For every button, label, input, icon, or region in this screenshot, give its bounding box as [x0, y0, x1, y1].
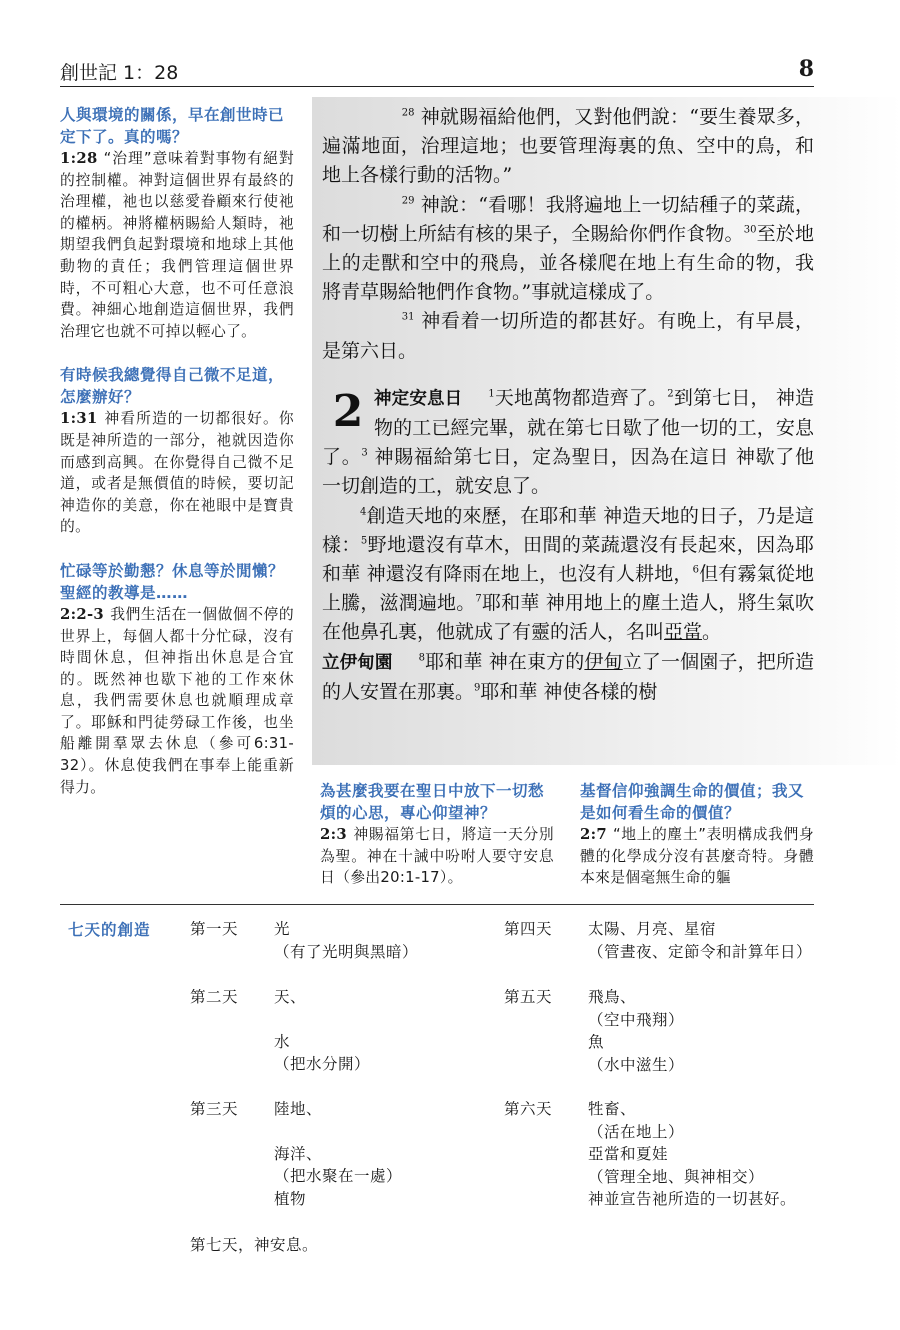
verse-number: 28: [401, 107, 415, 119]
section-divider: [60, 904, 814, 905]
day-label: 第一天: [190, 920, 239, 938]
left-notes-column: [60, 104, 294, 820]
note-text: “治理”意味着對事物有絕對的控制權。神對這個世界有最終的治理權，祂也以慈愛眷顧來行使祂的權柄。神將權柄賜給人類時，祂期望我們負起對環境和地球上其他動物的責任；我們管理這個世界時，不可粗心大意，也不可任意浪費。神細心地創造這個世界，我們治理它也就不可掉以輕心了。: [60, 150, 294, 340]
scripture-text: [322, 103, 814, 707]
verse-text: 立了一個園子，把所造的人安置在那裏。: [322, 650, 814, 703]
day-item-spacer: [274, 1121, 402, 1143]
day-item: （把水聚在一處）: [274, 1167, 403, 1185]
note-title: 為甚麼我要在聖日中放下一切愁煩的心思，專心仰望神？: [320, 782, 545, 822]
verse-paragraph: [322, 103, 814, 191]
section-heading: 神定安息日: [374, 388, 463, 409]
verse-text: 神賜福給第七日，定為聖日，因為在這日 神歇了他一切創造的工，就安息了。: [322, 446, 814, 498]
day-label: 第五天: [504, 988, 553, 1006]
study-note: [60, 364, 294, 538]
verse-text: 野地還沒有草木，田間的菜蔬還沒有長起來，因為耶和華 神還沒有降雨在地上，也沒有人耕地，: [322, 533, 814, 586]
verse-number: 7: [475, 593, 482, 605]
day-item: 太陽、月亮、星宿: [588, 920, 717, 938]
verse-text: 。: [702, 621, 722, 644]
day-item: 亞當和夏娃: [588, 1145, 669, 1163]
day-items: [588, 1098, 796, 1211]
verse-text: 神說：“看哪！我將遍地上一切結種子的菜蔬，和一切樹上所結有核的果子，全賜給你們作食物。: [322, 193, 814, 245]
day-item: 飛鳥、: [588, 988, 637, 1006]
verse-paragraph: [322, 502, 814, 648]
day-items: [588, 986, 684, 1076]
page-header: [60, 56, 814, 87]
study-note: [60, 560, 294, 798]
verse-number: 8: [418, 652, 425, 664]
verse-text: 耶和華 神在東方的: [424, 650, 585, 673]
chapter-number: 2: [332, 385, 364, 437]
note-text: “地上的塵土”表明構成我們身體的化學成分沒有甚麼奇特。身體本來是個毫無生命的軀: [580, 826, 814, 887]
verse-number: 31: [401, 312, 415, 324]
note-text: 我們生活在一個做個不停的世界上，每個人都十分忙碌，沒有時間休息，但神指出休息是合宜的。既然神也歇下祂的工作來休息，我們需要休息也就順理成章了。耶穌和門徒勞碌工作後，也坐船離開羣眾去休息（參可6:31-32）。休息使我們在事奉上能重新得力。: [60, 605, 294, 796]
note-title: 有時候我總覺得自己微不足道，怎麼辦好？: [60, 366, 285, 407]
section-heading: 立伊甸園: [322, 652, 393, 673]
note-verse-ref: 1:28: [60, 150, 98, 167]
verse-paragraph: [322, 191, 814, 308]
note-body: [320, 824, 554, 889]
verse-text: 到第七日， 神造物的工已經完畢，就在第七日歇了他一切的工，安息了。: [322, 386, 814, 469]
day-seven: 第七天，神安息。: [190, 1236, 319, 1254]
verse-paragraph: [322, 307, 814, 365]
verse-text: 天地萬物都造齊了。: [494, 386, 668, 409]
page-number: 8: [798, 56, 814, 82]
day-item: （管晝夜、定節令和計算年日）: [588, 942, 813, 961]
day-label: 第二天: [190, 988, 239, 1006]
day-item: 海洋、: [274, 1144, 323, 1163]
note-body: [60, 408, 294, 538]
note-text: 神賜福第七日，將這一天分別為聖。神在十誡中吩咐人要守安息日（參出20:1-17）。: [320, 826, 554, 887]
verse-number: 3: [361, 447, 368, 459]
day-item: 植物: [274, 1189, 307, 1208]
day-item: 天、: [274, 988, 307, 1006]
study-note: [60, 104, 294, 342]
verse-paragraph: [322, 384, 814, 502]
note-body: [60, 604, 294, 798]
day-item-spacer: [274, 1009, 370, 1031]
day-item: （有了光明與黑暗）: [274, 942, 419, 961]
day-item: 牲畜、: [588, 1100, 637, 1118]
verse-text: 創造天地的來歷，在耶和華 神造天地的日子，乃是這樣：: [322, 504, 814, 556]
verse-text: 神看着一切所造的都甚好。有晚上，有早晨，是第六日。: [322, 310, 814, 362]
proper-name: 亞當: [664, 621, 703, 644]
note-title: 忙碌等於勤懇？休息等於閒懶？聖經的教導是……: [60, 561, 285, 602]
day-label: 第四天: [504, 920, 553, 938]
day-item: 光: [274, 920, 291, 938]
creation-table-title: 七天的創造: [68, 921, 151, 939]
verse-number: 6: [692, 564, 699, 576]
note-title: 人與環境的關係，早在創世時已定下了。真的嗎？: [60, 106, 285, 146]
day-items: [274, 1098, 402, 1210]
day-items: [274, 918, 418, 963]
study-note: [580, 780, 814, 889]
day-item: 神並宣告祂所造的一切甚好。: [588, 1190, 797, 1208]
note-text: 神看所造的一切都很好。你既是神所造的一部分，祂就因造你而感到高興。在你覺得自己微不足道，或者是無價值的時候，要切記神造你的美意，你在祂眼中是寶貴的。: [60, 410, 294, 536]
day-item: （水中滋生）: [588, 1055, 685, 1074]
day-item: 魚: [588, 1033, 605, 1051]
day-item: （管理全地、與神相交）: [588, 1167, 765, 1186]
chapter-block: [322, 384, 814, 502]
note-body: [60, 148, 294, 342]
note-body: [580, 824, 814, 889]
proper-name: 伊甸: [584, 650, 623, 673]
verse-text: 神就賜福給他們，又對他們說：“要生養眾多，遍滿地面，治理這地；也要管理海裏的魚、空中的鳥，和地上各樣行動的活物。”: [322, 106, 814, 187]
day-label: 第六天: [504, 1100, 553, 1118]
scripture-panel: [312, 97, 900, 765]
verse-number: 9: [474, 682, 481, 694]
verse-number: 29: [401, 195, 415, 207]
verse-number: 5: [360, 535, 368, 547]
note-verse-ref: 2:7: [580, 826, 607, 843]
verse-number: 30: [743, 224, 757, 236]
note-verse-ref: 2:2-3: [60, 605, 104, 623]
day-item: （空中飛翔）: [588, 1010, 685, 1029]
verse-text: 耶和華 神使各樣的樹: [480, 680, 658, 703]
verse-paragraph: [322, 648, 814, 707]
note-verse-ref: 1:31: [60, 410, 98, 428]
day-items: [588, 918, 812, 963]
verse-number: 1: [488, 388, 495, 400]
study-note: [320, 780, 554, 889]
chapter-reference: 創世記 1：28: [60, 62, 179, 84]
day-item: 水: [274, 1032, 291, 1051]
day-item: （活在地上）: [588, 1122, 685, 1141]
verse-text: 耶和華 神用地上的塵土造人，將生氣吹在他鼻孔裏，他就成了有靈的活人，名叫: [322, 592, 814, 644]
verse-text: 至於地上的走獸和空中的飛鳥，並各樣爬在地上有生命的物，我將青草賜給牠們作食物。”事就這樣成了。: [322, 222, 814, 304]
day-label: 第三天: [190, 1100, 239, 1118]
note-verse-ref: 2:3: [320, 826, 347, 843]
day-items: [274, 986, 370, 1076]
verse-number: 4: [360, 506, 367, 518]
verse-text: 但有霧氣從地上騰，滋潤遍地。: [322, 563, 814, 615]
verse-number: 2: [667, 388, 674, 400]
day-item: 陸地、: [274, 1100, 323, 1118]
note-title: 基督信仰強調生命的價值；我又是如何看生命的價值？: [580, 782, 805, 822]
day-item: （把水分開）: [274, 1055, 371, 1073]
